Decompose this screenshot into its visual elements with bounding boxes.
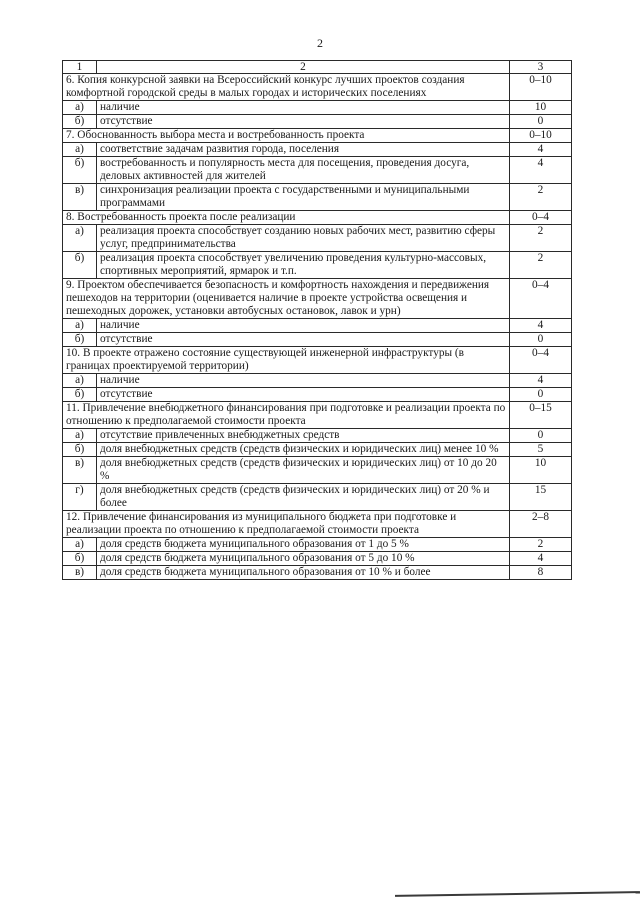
score-cell: 0–15 — [510, 402, 572, 429]
item-letter: б) — [63, 443, 97, 457]
item-text: доля средств бюджета муниципального образования от 1 до 5 % — [97, 538, 510, 552]
header-col-1: 1 — [63, 61, 97, 74]
section-row — [63, 74, 572, 101]
item-row — [63, 484, 572, 511]
item-text: доля средств бюджета муниципального образования от 5 до 10 % — [97, 552, 510, 566]
item-text: доля средств бюджета муниципального образования от 10 % и более — [97, 566, 510, 580]
item-row — [63, 552, 572, 566]
item-row — [63, 429, 572, 443]
item-letter: б) — [63, 115, 97, 129]
criteria-table-body — [63, 61, 572, 580]
item-row — [63, 443, 572, 457]
score-cell: 0–4 — [510, 279, 572, 319]
header-col-2: 2 — [97, 61, 510, 74]
item-letter: в) — [63, 566, 97, 580]
item-text: реализация проекта способствует увеличению проведения культурно-массовых, спортивных мероприятий, ярмарок и т.п. — [97, 252, 510, 279]
page-number: 2 — [317, 36, 323, 50]
item-row — [63, 374, 572, 388]
score-cell: 15 — [510, 484, 572, 511]
item-text: реализация проекта способствует созданию новых рабочих мест, развитию сферы услуг, предпринимательства — [97, 225, 510, 252]
item-letter: а) — [63, 225, 97, 252]
item-letter: б) — [63, 157, 97, 184]
item-letter: а) — [63, 101, 97, 115]
section-criterion-text: 11. Привлечение внебюджетного финансирования при подготовке и реализации проекта по отношению к предполагаемой стоимости проекта — [63, 402, 510, 429]
score-cell: 10 — [510, 457, 572, 484]
item-row — [63, 252, 572, 279]
item-letter: а) — [63, 429, 97, 443]
score-cell: 4 — [510, 374, 572, 388]
section-row — [63, 211, 572, 225]
item-letter: а) — [63, 374, 97, 388]
score-cell: 0–10 — [510, 74, 572, 101]
score-cell: 2 — [510, 252, 572, 279]
item-letter: а) — [63, 538, 97, 552]
score-cell: 0–10 — [510, 129, 572, 143]
score-cell: 0 — [510, 333, 572, 347]
table-header-row — [63, 61, 572, 74]
item-text: наличие — [97, 374, 510, 388]
item-row — [63, 319, 572, 333]
item-row — [63, 388, 572, 402]
item-text: отсутствие — [97, 388, 510, 402]
score-cell: 5 — [510, 443, 572, 457]
item-text: доля внебюджетных средств (средств физических и юридических лиц) менее 10 % — [97, 443, 510, 457]
score-cell: 2 — [510, 538, 572, 552]
item-row — [63, 157, 572, 184]
item-text: востребованность и популярность места для посещения, проведения досуга, деловых активностей для жителей — [97, 157, 510, 184]
score-cell: 0 — [510, 429, 572, 443]
item-text: отсутствие — [97, 333, 510, 347]
section-row — [63, 347, 572, 374]
item-text: отсутствие привлеченных внебюджетных средств — [97, 429, 510, 443]
item-text: отсутствие — [97, 115, 510, 129]
section-criterion-text: 7. Обоснованность выбора места и востребованность проекта — [63, 129, 510, 143]
item-letter: г) — [63, 484, 97, 511]
score-cell: 0 — [510, 115, 572, 129]
item-text: доля внебюджетных средств (средств физических и юридических лиц) от 20 % и более — [97, 484, 510, 511]
section-row — [63, 279, 572, 319]
section-row — [63, 129, 572, 143]
item-row — [63, 143, 572, 157]
score-cell: 10 — [510, 101, 572, 115]
item-row — [63, 333, 572, 347]
score-cell: 4 — [510, 143, 572, 157]
score-cell: 0–4 — [510, 347, 572, 374]
header-col-3: 3 — [510, 61, 572, 74]
item-text: наличие — [97, 101, 510, 115]
section-criterion-text: 12. Привлечение финансирования из муниципального бюджета при подготовке и реализации проекта по отношению к предполагаемой стоимости проекта — [63, 511, 510, 538]
item-row — [63, 101, 572, 115]
score-cell: 8 — [510, 566, 572, 580]
item-letter: а) — [63, 319, 97, 333]
item-row — [63, 225, 572, 252]
item-text: наличие — [97, 319, 510, 333]
item-letter: б) — [63, 388, 97, 402]
score-cell: 4 — [510, 552, 572, 566]
score-cell: 2–8 — [510, 511, 572, 538]
item-row — [63, 566, 572, 580]
item-letter: б) — [63, 252, 97, 279]
score-cell: 0–4 — [510, 211, 572, 225]
score-cell: 4 — [510, 319, 572, 333]
item-row — [63, 184, 572, 211]
section-criterion-text: 10. В проекте отражено состояние существующей инженерной инфраструктуры (в границах проектируемой территории) — [63, 347, 510, 374]
section-criterion-text: 9. Проектом обеспечивается безопасность и комфортность нахождения и передвижения пешеходов на территории (оценивается наличие в проекте устройства освещения и пешеходных дорожек, установки автобусных остановок, лавок и урн) — [63, 279, 510, 319]
score-cell: 2 — [510, 184, 572, 211]
item-row — [63, 457, 572, 484]
item-text: синхронизация реализации проекта с государственными и муниципальными программами — [97, 184, 510, 211]
item-letter: б) — [63, 552, 97, 566]
item-letter: в) — [63, 184, 97, 211]
item-text: доля внебюджетных средств (средств физических и юридических лиц) от 10 до 20 % — [97, 457, 510, 484]
section-criterion-text: 6. Копия конкурсной заявки на Всероссийский конкурс лучших проектов создания комфортной городской среды в малых городах и исторических поселениях — [63, 74, 510, 101]
score-cell: 4 — [510, 157, 572, 184]
item-letter: б) — [63, 333, 97, 347]
item-letter: а) — [63, 143, 97, 157]
section-row — [63, 402, 572, 429]
item-letter: в) — [63, 457, 97, 484]
item-row — [63, 115, 572, 129]
item-text: соответствие задачам развития города, поселения — [97, 143, 510, 157]
section-row — [63, 511, 572, 538]
scan-edge-line — [395, 891, 640, 897]
criteria-table — [62, 60, 572, 580]
section-criterion-text: 8. Востребованность проекта после реализации — [63, 211, 510, 225]
score-cell: 0 — [510, 388, 572, 402]
item-row — [63, 538, 572, 552]
score-cell: 2 — [510, 225, 572, 252]
